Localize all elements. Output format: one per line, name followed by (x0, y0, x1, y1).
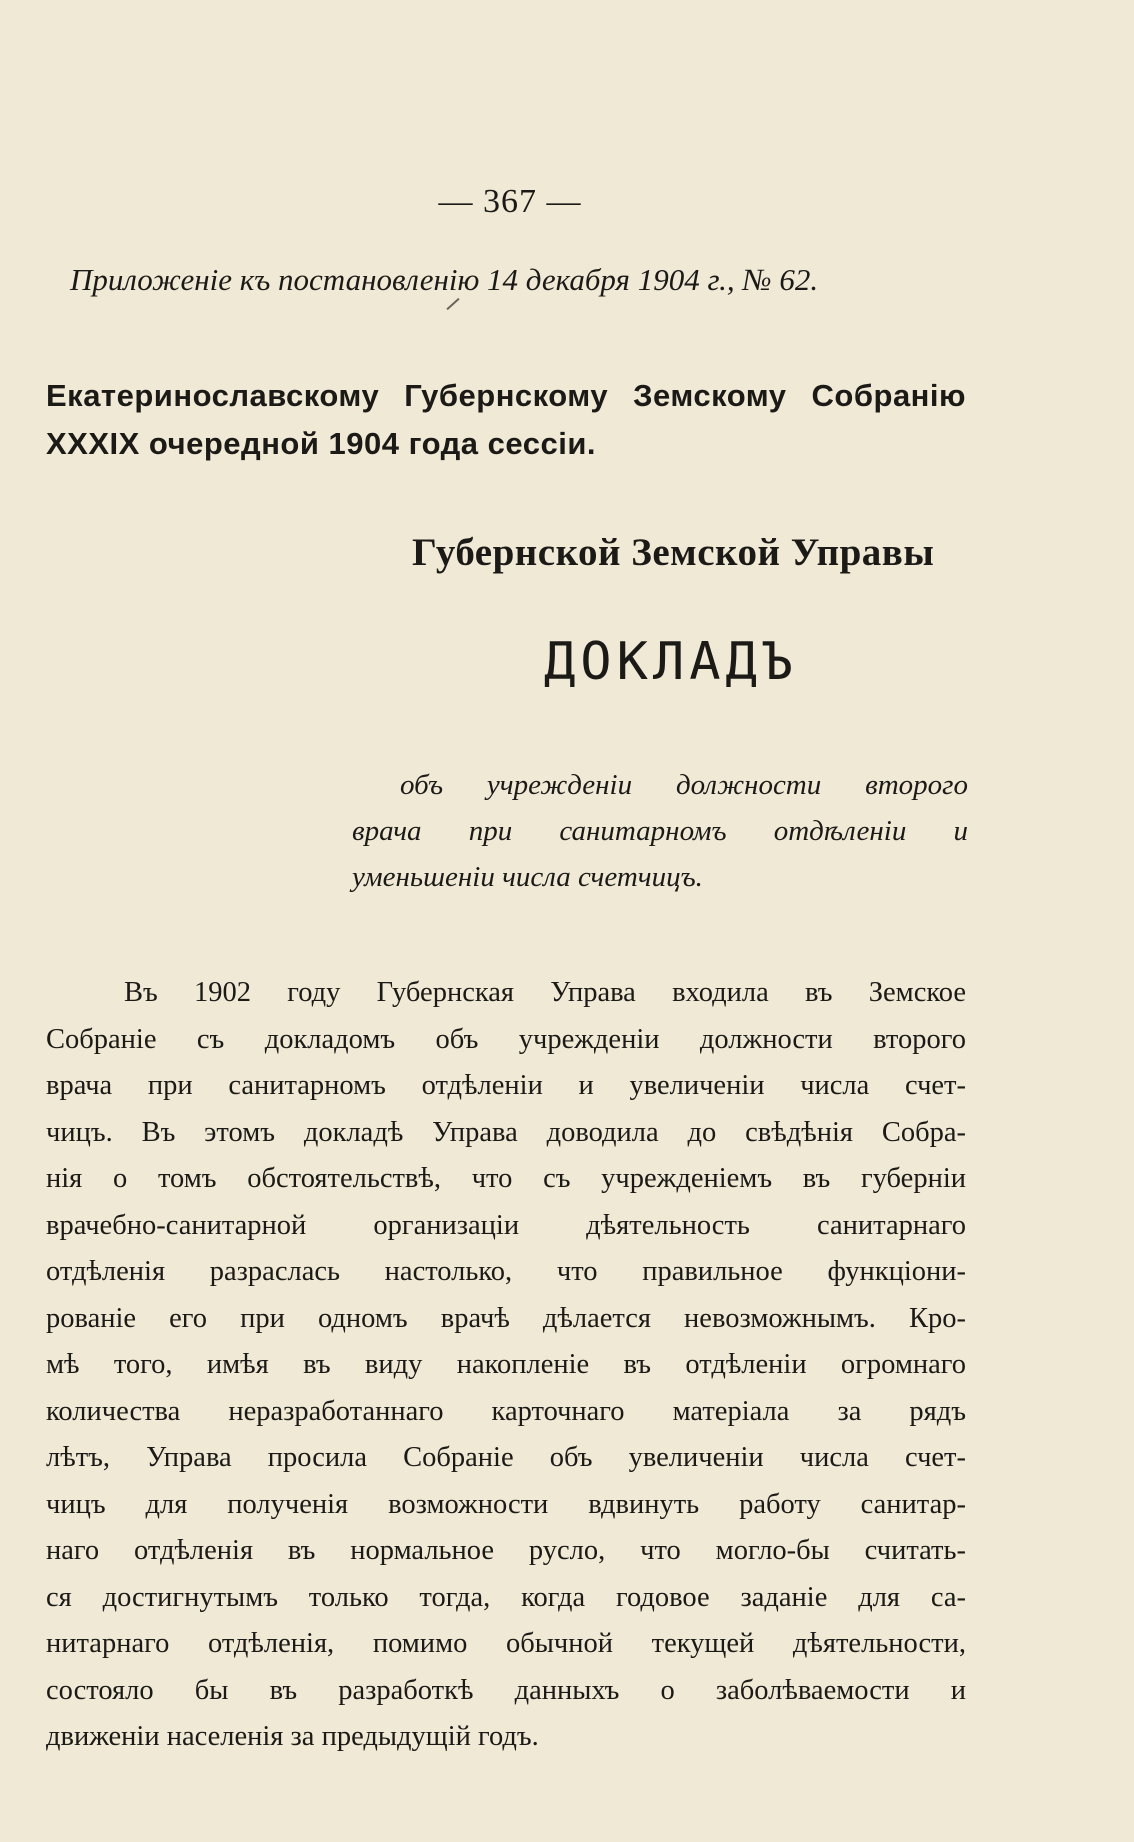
subject-line: уменьшеніи числа счетчицъ. (352, 861, 703, 893)
report-title: ДОКЛАДЪ (544, 632, 799, 692)
body-line: количества неразработаннаго карточнаго матеріала за рядъ (46, 1395, 966, 1427)
body-line: отдѣленія разраслась настолько, что правильное функціони- (46, 1256, 966, 1287)
pencil-mark (446, 298, 459, 310)
body-line: движеніи населенія за предыдущій годъ. (46, 1721, 539, 1752)
addressee-line: XXXIX очередной 1904 года сессіи. (46, 426, 596, 461)
body-line: нія о томъ обстоятельствѣ, что съ учрежденіемъ въ губерніи (46, 1163, 966, 1194)
body-line: чицъ для полученія возможности вдвинуть работу санитар- (46, 1488, 966, 1520)
body-line: ся достигнутымъ только тогда, когда годовое заданіе для са- (46, 1581, 966, 1613)
body-line: чицъ. Въ этомъ докладѣ Управа доводила до свѣдѣнія Собра- (46, 1116, 966, 1148)
board-name: Губернской Земской Управы (412, 531, 935, 574)
addressee-line: Екатеринославскому Губернскому Земскому Собранію (46, 378, 966, 413)
body-line: врача при санитарномъ отдѣленіи и увеличеніи числа счет- (46, 1070, 966, 1101)
body-paragraph (46, 970, 966, 1761)
appendix-note: Приложеніе къ постановленію 14 декабря 1904 г., № 62. (70, 262, 819, 297)
body-line: лѣтъ, Управа просила Собраніе объ увеличеніи числа счет- (46, 1442, 966, 1473)
body-line: врачебно-санитарной организаціи дѣятельность санитарнаго (46, 1209, 966, 1241)
body-line: нитарнаго отдѣленія, помимо обычной текущей дѣятельности, (46, 1628, 966, 1659)
addressee (46, 372, 966, 468)
body-line: рованіе его при одномъ врачѣ дѣлается невозможнымъ. Кро- (46, 1302, 966, 1334)
report-subject (352, 762, 968, 900)
body-line: Въ 1902 году Губернская Управа входила въ Земское (124, 977, 966, 1008)
subject-line: объ учрежденіи должности второго (400, 769, 968, 801)
body-line: Собраніе съ докладомъ объ учрежденіи должности второго (46, 1023, 966, 1055)
body-line: состояло бы въ разработкѣ данныхъ о заболѣваемости и (46, 1674, 966, 1706)
body-line: мѣ того, имѣя въ виду накопленіе въ отдѣленіи огромнаго (46, 1349, 966, 1380)
page-number: — 367 — (438, 183, 582, 220)
subject-line: врача при санитарномъ отдѣленіи и (352, 815, 968, 847)
body-line: наго отдѣленія въ нормальное русло, что могло-бы считать- (46, 1535, 966, 1566)
